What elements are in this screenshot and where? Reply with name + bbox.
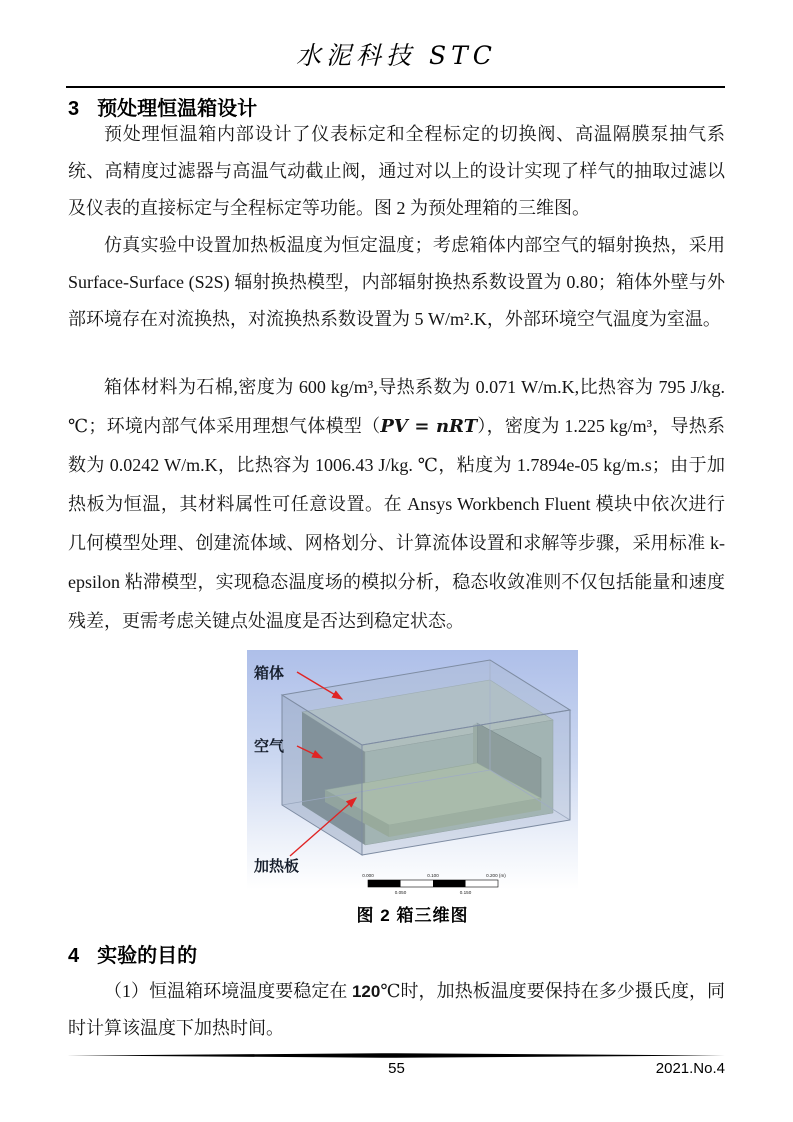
figure-2-caption: 图 2 箱三维图 <box>356 906 469 925</box>
issue-number: 2021.No.4 <box>655 1060 725 1077</box>
page-number: 55 <box>388 1060 405 1077</box>
header-rule <box>66 86 725 88</box>
label-box: 箱体 <box>254 665 285 682</box>
paragraph-2: 仿真实验中设置加热板温度为恒定温度；考虑箱体内部空气的辐射换热，采用 Surface-Surface (S2S) 辐射换热模型，内部辐射换热系数设置为 0.80；箱体外壁与外部环境存在对流换热，对流换热系数设置为 5 W/m².K，外部环境空气温度为室温。 <box>68 235 725 329</box>
section-3-number: 3 <box>68 98 80 120</box>
footer-rule <box>66 1053 725 1058</box>
box-3d-render <box>247 650 578 897</box>
paragraph-4 <box>68 973 725 1047</box>
paragraph-4-text-b: ℃时，加热板温度要保持在多少摄氏度，同时计算该温度下加热时间。 <box>68 981 725 1038</box>
temperature-value: 120 <box>351 982 381 1001</box>
label-air: 空气 <box>254 738 285 755</box>
scale-100: 0.100 <box>427 873 439 878</box>
scale-150: 0.150 <box>459 890 472 895</box>
section-3-title: 预处理恒温箱设计 <box>97 98 258 120</box>
ideal-gas-equation: PV = nRT <box>380 416 478 437</box>
journal-title: 水泥科技 STC <box>296 41 497 70</box>
figure-2-3d-box <box>247 650 578 897</box>
paragraph-3 <box>68 368 725 641</box>
paragraph-3-text-b: ），密度为 1.225 kg/m³，导热系数为 0.0242 W/m.K，比热容为 1006.43 J/kg. ℃，粘度为 1.7894e-05 kg/m.s；由于加热板为恒温，其材料属性可任意设置。在 Ansys Workbench Fluent 模块中依次进行几何模型处理、创建流体域、网格划分、计算流体设置和求解等步骤，采用标准 k-epsilon 粘滞模型，实现稳态温度场的模拟分析，稳态收敛准则不仅包括能量和速度残差，更需考虑关键点处温度是否达到稳定状态。 <box>68 416 725 631</box>
section-4-heading <box>68 939 197 968</box>
section-4-title: 实验的目的 <box>97 945 198 967</box>
paragraph-1: 预处理恒温箱内部设计了仪表标定和全程标定的切换阀、高温隔膜泵抽气系统、高精度过滤器与高温气动截止阀，通过对以上的设计实现了样气的抽取过滤以及仪表的直接标定与全程标定等功能。图 2 为预处理箱的三维图。 <box>68 124 725 218</box>
section-4-number: 4 <box>68 945 80 967</box>
paragraph-3-text-a: 箱体材料为石棉,密度为 600 kg/m³,导热系数为 0.071 W/m.K,比热容为 795 J/kg. ℃；环境内部气体采用理想气体模型（ <box>68 377 725 436</box>
scale-0: 0.000 <box>362 873 374 878</box>
label-heating-plate: 加热板 <box>254 858 300 875</box>
scale-50: 0.050 <box>394 890 407 895</box>
scale-200: 0.200 (m) <box>486 873 506 878</box>
paragraph-4-text-a: （1）恒温箱环境温度要稳定在 <box>104 981 352 1001</box>
